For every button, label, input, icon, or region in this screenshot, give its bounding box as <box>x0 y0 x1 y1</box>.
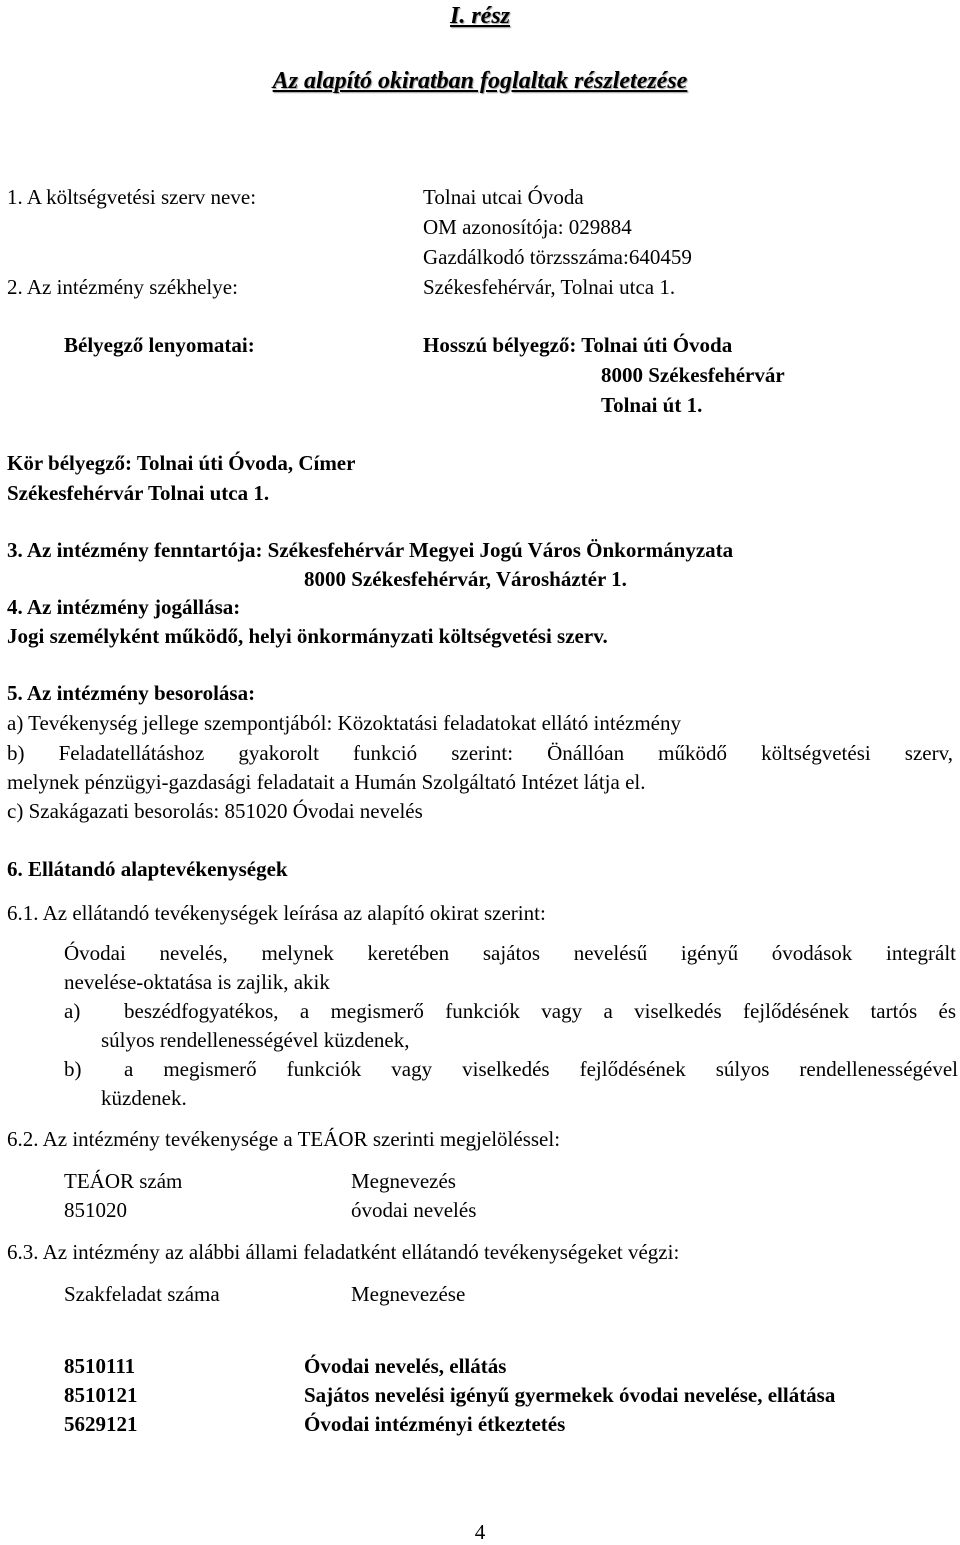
s61-b1: a megismerő funkciók vagy viselkedés fejlődésének súlyos rendellenességével <box>124 1057 958 1081</box>
s4-title: 4. Az intézmény jogállása: <box>7 595 241 619</box>
s1-name: Tolnai utcai Óvoda <box>423 185 584 209</box>
s61-b2: küzdenek. <box>101 1086 187 1110</box>
s1-om: OM azonosítója: 029884 <box>423 215 632 239</box>
s5-b2: melynek pénzügyi-gazdasági feladatait a Humán Szolgáltató Intézet látja el. <box>7 770 646 794</box>
teaor-code: 851020 <box>64 1198 127 1222</box>
page-title: Az alapító okiratban foglaltak részletezése <box>272 68 688 94</box>
task-name: Óvodai intézményi étkeztetés <box>304 1412 566 1436</box>
s5-c: c) Szakágazati besorolás: 851020 Óvodai nevelés <box>7 799 423 823</box>
task-code: 8510121 <box>64 1383 138 1407</box>
round-stamp-2: Székesfehérvár Tolnai utca 1. <box>7 481 270 505</box>
long-stamp-3: Tolnai út 1. <box>601 393 703 417</box>
s5-a: a) Tevékenység jellege szempontjából: Közoktatási feladatokat ellátó intézmény <box>7 711 681 735</box>
tasks-head-code: Szakfeladat száma <box>64 1282 220 1306</box>
s61-b-marker: b) <box>64 1057 82 1081</box>
s61-p2: nevelése-oktatása is zajlik, akik <box>64 970 330 994</box>
s2-value: Székesfehérvár, Tolnai utca 1. <box>423 275 676 299</box>
s3-line1: 3. Az intézmény fenntartója: Székesfehérvár Megyei Jogú Város Önkormányzata <box>7 538 734 562</box>
s3-line2: 8000 Székesfehérvár, Városháztér 1. <box>304 567 627 591</box>
long-stamp-1: Hosszú bélyegző: Tolnai úti Óvoda <box>423 333 733 357</box>
task-name: Sajátos nevelési igényű gyermekek óvodai nevelése, ellátása <box>304 1383 836 1407</box>
s1-reg: Gazdálkodó törzsszáma:640459 <box>423 245 692 269</box>
s62-title: 6.2. Az intézmény tevékenysége a TEÁOR szerinti megjelöléssel: <box>7 1127 561 1151</box>
s63-title: 6.3. Az intézmény az alábbi állami feladatként ellátandó tevékenységeket végzi: <box>7 1240 680 1264</box>
tasks-head-name: Megnevezése <box>351 1282 466 1306</box>
task-name: Óvodai nevelés, ellátás <box>304 1354 507 1378</box>
s61-p1: Óvodai nevelés, melynek keretében sajátos nevelésű igényű óvodások integrált <box>64 941 956 965</box>
part-heading: I. rész <box>449 3 510 29</box>
stamp-label: Bélyegző lenyomatai: <box>64 333 255 357</box>
s1-label: 1. A költségvetési szerv neve: <box>7 185 257 209</box>
s61-title: 6.1. Az ellátandó tevékenységek leírása az alapító okirat szerint: <box>7 901 546 925</box>
round-stamp-1: Kör bélyegző: Tolnai úti Óvoda, Címer <box>7 451 356 475</box>
s6-title: 6. Ellátandó alaptevékenységek <box>7 857 288 881</box>
s5-title: 5. Az intézmény besorolása: <box>7 681 256 705</box>
s4-text: Jogi személyként működő, helyi önkormányzati költségvetési szerv. <box>7 624 608 648</box>
teaor-head-code: TEÁOR szám <box>64 1169 183 1193</box>
s5-b1: b) Feladatellátáshoz gyakorolt funkció szerint: Önállóan működő költségvetési szerv, <box>7 741 953 765</box>
teaor-name: óvodai nevelés <box>351 1198 477 1222</box>
task-code: 5629121 <box>64 1412 138 1436</box>
page-number: 4 <box>474 1520 486 1544</box>
s61-a1: beszédfogyatékos, a megismerő funkciók vagy a viselkedés fejlődésének tartós és <box>124 999 956 1023</box>
long-stamp-2: 8000 Székesfehérvár <box>601 363 785 387</box>
task-code: 8510111 <box>64 1354 136 1378</box>
s61-a-marker: a) <box>64 999 81 1023</box>
s2-label: 2. Az intézmény székhelye: <box>7 275 238 299</box>
s61-a2: súlyos rendellenességével küzdenek, <box>101 1028 410 1052</box>
teaor-head-name: Megnevezés <box>351 1169 456 1193</box>
